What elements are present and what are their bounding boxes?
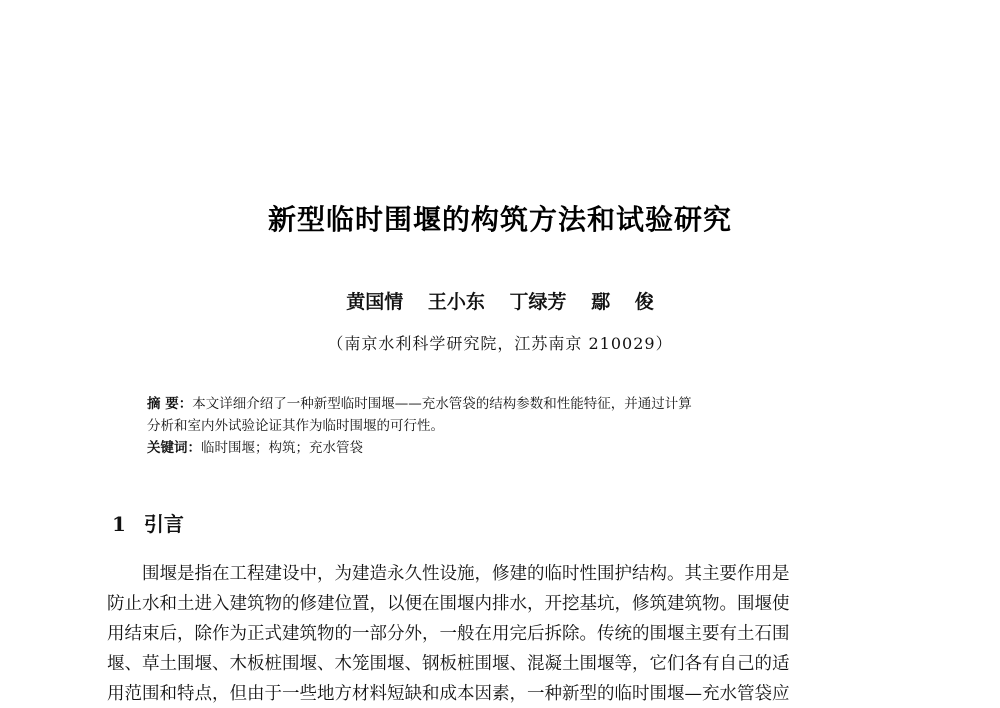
abstract-label: 摘 要： [147,396,193,412]
body-paragraph-line: 用范围和特点，但由于一些地方材料短缺和成本因素，一种新型的临时围堰—充水管袋应 [107,684,790,704]
abstract-text: 本文详细介绍了一种新型临时围堰——充水管袋的结构参数和性能特征，并通过计算 [192,396,692,412]
abstract-line [147,393,867,415]
keywords-text: 临时围堰；构筑；充水管袋 [201,440,363,456]
keywords-line [147,437,867,459]
body-paragraph-line: 防止水和土进入建筑物的修建位置，以便在围堰内排水，开挖基坑，修筑建筑物。围堰使 [107,594,790,614]
abstract-block [147,393,867,459]
author-affiliation: （南京水利科学研究院，江苏南京 210029） [327,334,673,353]
paper-title: 新型临时围堰的构筑方法和试验研究 [267,203,732,236]
body-paragraph-line: 用结束后，除作为正式建筑物的一部分外，一般在用完后拆除。传统的围堰主要有土石围 [107,624,790,644]
section-heading [112,508,184,537]
section-title: 引言 [143,512,184,536]
section-number: 1 [112,512,126,536]
abstract-line: 分析和室内外试验论证其作为临时围堰的可行性。 [147,418,444,434]
keywords-label: 关键词： [147,440,201,456]
body-paragraph-line: 围堰是指在工程建设中，为建造永久性设施，修建的临时性围护结构。其主要作用是 [107,564,790,584]
body-paragraph-line: 堰、草土围堰、木板桩围堰、木笼围堰、钢板桩围堰、混凝土围堰等，它们各有自己的适 [107,654,790,674]
author-list: 黄国情 王小东 丁绿芳 鄢 俊 [346,291,654,313]
